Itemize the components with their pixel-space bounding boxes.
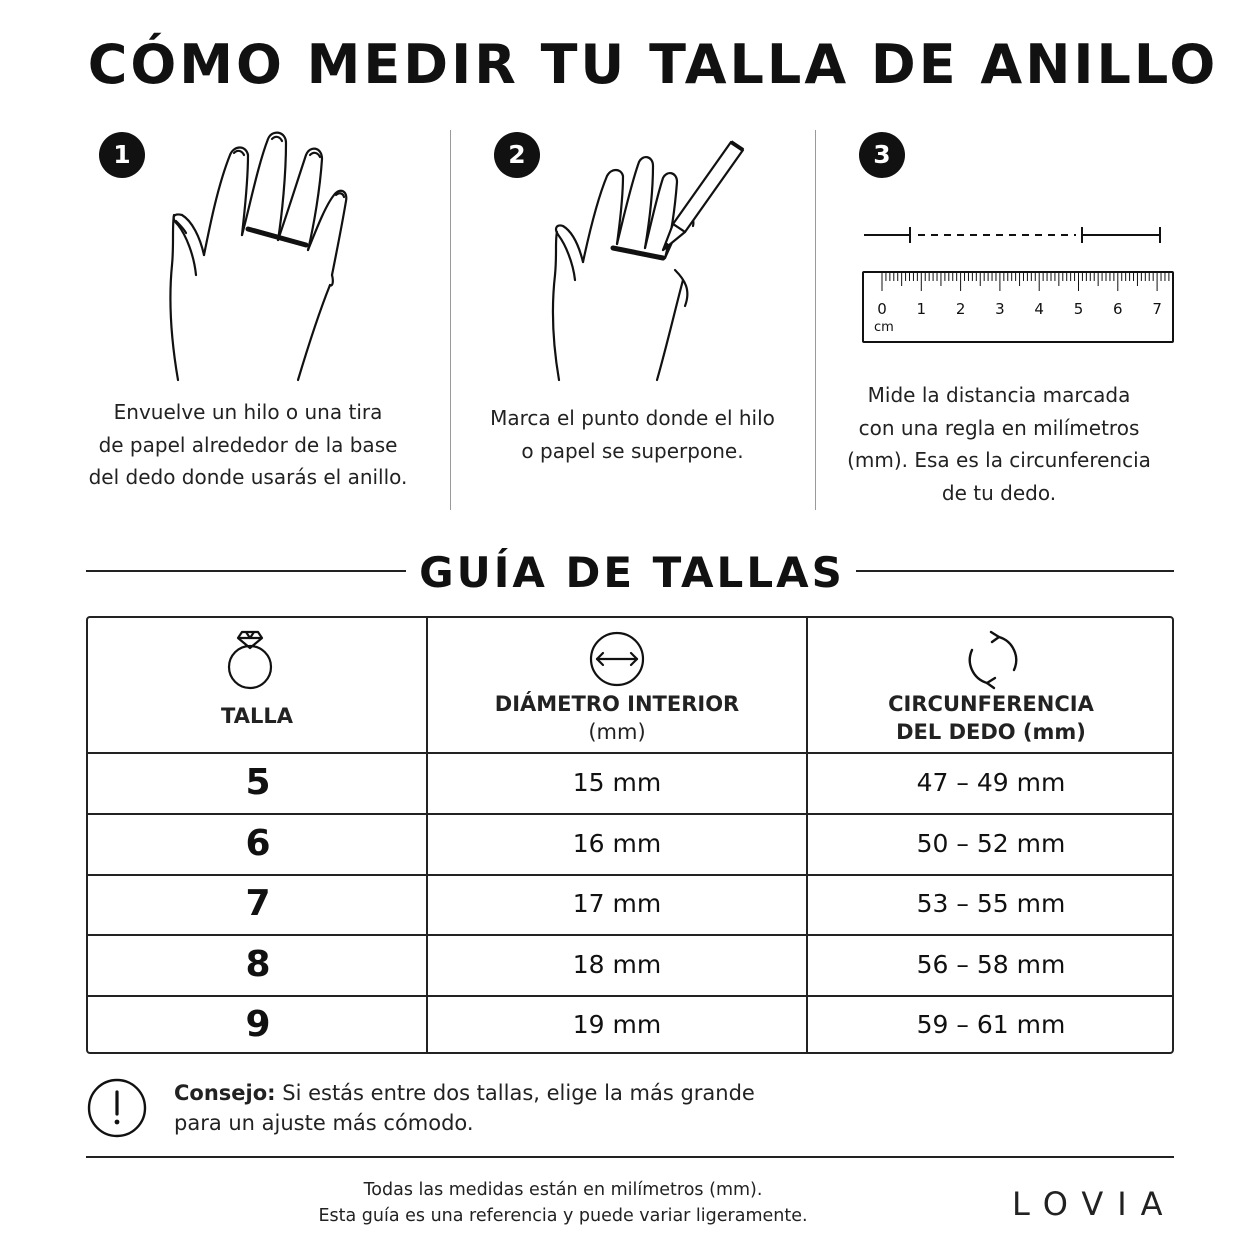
ruler-label: 6: [1113, 300, 1123, 318]
step-3-line: (mm). Esa es la circunferencia: [847, 448, 1151, 472]
row-diameter: 19 mm: [572, 1010, 662, 1039]
row-diameter: 16 mm: [572, 829, 662, 858]
row-diameter: 15 mm: [572, 768, 662, 797]
header-circ-line: CIRCUNFERENCIA: [888, 692, 1094, 716]
ruler-label: 5: [1073, 300, 1084, 318]
header-size: TALLA: [221, 704, 293, 728]
table-row-divider: [88, 813, 1172, 815]
row-circumference: 53 – 55 mm: [916, 889, 1066, 918]
ruler-label: 0: [877, 300, 887, 318]
tip-text: [174, 1078, 755, 1138]
measurement-line: [860, 222, 1166, 250]
step-divider: [450, 130, 451, 510]
row-diameter: 18 mm: [572, 950, 662, 979]
row-size: 9: [245, 1004, 271, 1045]
table-row-divider: [88, 874, 1172, 876]
row-diameter: 17 mm: [572, 889, 662, 918]
step-2-line: Marca el punto donde el hilo: [490, 406, 775, 430]
ruler-label: 4: [1034, 300, 1044, 318]
step-1-text: [60, 396, 436, 494]
step-3-text: [818, 379, 1180, 509]
ruler-label: 1: [916, 300, 927, 318]
size-table: [86, 616, 1174, 1054]
ruler: [862, 271, 1174, 343]
step-3-line: con una regla en milímetros: [858, 415, 1140, 440]
step-2-line: o papel se superpone.: [521, 438, 744, 463]
circumference-icon: [962, 630, 1024, 690]
ruler-label: 7: [1152, 300, 1162, 318]
step-1-badge: 1: [99, 132, 145, 178]
row-size: 7: [245, 883, 271, 924]
footer-divider: [86, 1156, 1174, 1158]
guide-title: GUÍA DE TALLAS: [419, 548, 845, 597]
row-circumference: 47 – 49 mm: [916, 768, 1066, 797]
step-3-badge: 3: [859, 132, 905, 178]
page-title: CÓMO MEDIR TU TALLA DE ANILLO: [87, 33, 1219, 96]
row-size: 8: [245, 944, 271, 985]
step-2-badge: 2: [494, 132, 540, 178]
tip-line: [174, 1078, 755, 1108]
brand-logo: LOVIA: [1012, 1185, 1177, 1223]
row-circumference: 56 – 58 mm: [916, 950, 1066, 979]
footer-line: Esta guía es una referencia y puede variar ligeramente.: [318, 1206, 808, 1226]
diameter-icon: [588, 630, 646, 688]
ring-icon: [224, 628, 276, 690]
header-diameter-line: DIÁMETRO INTERIOR: [494, 692, 740, 716]
header-diameter: [428, 690, 806, 746]
step-3-line: de tu dedo.: [941, 480, 1057, 505]
row-circumference: 50 – 52 mm: [916, 829, 1066, 858]
tip-line-1: Si estás entre dos tallas, elige la más grande: [275, 1081, 755, 1105]
step-3-line: Mide la distancia marcada: [867, 383, 1131, 407]
exclamation-icon: [86, 1077, 148, 1139]
step-1-line: Envuelve un hilo o una tira: [113, 400, 383, 424]
row-size: 5: [245, 762, 271, 803]
table-row-divider: [88, 934, 1172, 936]
ruler-ticks: [864, 273, 1172, 303]
header-circumference: [808, 690, 1174, 746]
header-diameter-line: (mm): [588, 720, 646, 744]
row-circumference: 59 – 61 mm: [916, 1010, 1066, 1039]
ruler-label: 2: [955, 300, 966, 318]
table-row-divider: [88, 752, 1172, 754]
step-divider: [815, 130, 816, 510]
step-2-text: [455, 402, 810, 467]
step-1-line: de papel alrededor de la base: [98, 432, 398, 457]
tip-label: Consejo:: [174, 1081, 276, 1105]
table-row-divider: [88, 995, 1172, 997]
step-1-line: del dedo donde usarás el anillo.: [88, 465, 408, 489]
ruler-label: 3: [995, 300, 1005, 318]
header-circ-line: DEL DEDO (mm): [896, 720, 1086, 744]
row-size: 6: [245, 823, 271, 864]
footer-line: Todas las medidas están en milímetros (mm).: [363, 1180, 763, 1200]
ruler-unit: cm: [874, 320, 894, 335]
tip-line-2: para un ajuste más cómodo.: [174, 1111, 474, 1135]
hand-icon: [545, 140, 755, 385]
hand-icon: [160, 125, 360, 385]
